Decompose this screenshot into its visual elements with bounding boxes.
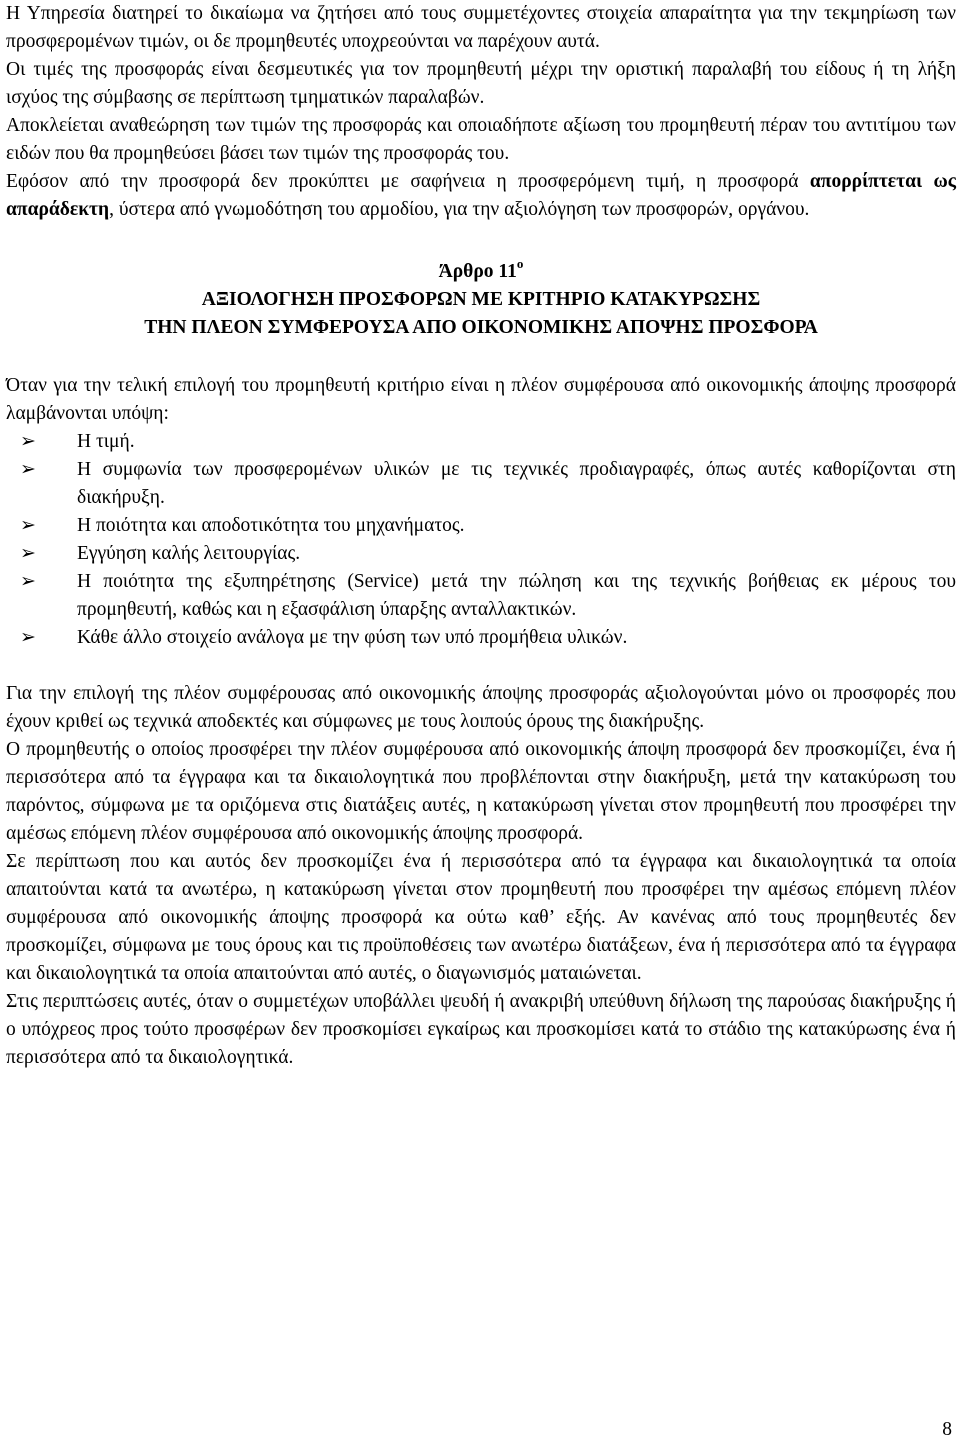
list-item: [6, 568, 956, 624]
list-item-text: Κάθε άλλο στοιχείο ανάλογα με την φύση των υπό προμήθεια υλικών.: [77, 627, 628, 648]
criteria-intro: Όταν για την τελική επιλογή του προμηθευτή κριτήριο είναι η πλέον συμφέρουσα από οικονομικής άποψης προσφορά λαμβάνονται υπόψη:: [6, 375, 956, 424]
article-number: [6, 258, 956, 286]
list-item-text: Εγγύηση καλής λειτουργίας.: [77, 543, 301, 564]
article-title-line-2: ΤΗΝ ΠΛΕΟΝ ΣΥΜΦΕΡΟΥΣΑ ΑΠΟ ΟΙΚΟΝΟΜΙΚΗΣ ΑΠΟΨΗΣ ΠΡΟΣΦΟΡΑ: [144, 317, 818, 338]
list-item-text: Η ποιότητα και αποδοτικότητα του μηχανήματος.: [77, 515, 465, 536]
arrow-bullet-icon: ➢: [20, 459, 36, 480]
arrow-bullet-icon: ➢: [20, 571, 36, 592]
paragraph-no-price-revision: Αποκλείεται αναθεώρηση των τιμών της προσφοράς και οποιαδήποτε αξίωση του προμηθευτή πέραν του αντιτίμου των ειδών που θα προμηθεύσει βάσει των τιμών της προσφοράς του.: [6, 115, 956, 164]
article-heading: [6, 258, 956, 342]
spacer: [6, 652, 956, 680]
article-title-line-1: ΑΞΙΟΛΟΓΗΣΗ ΠΡΟΣΦΟΡΩΝ ΜΕ ΚΡΙΤΗΡΙΟ ΚΑΤΑΚΥΡΩΣΗΣ: [201, 289, 761, 310]
list-item-text: Η συμφωνία των προσφερομένων υλικών με τις τεχνικές προδιαγραφές, όπως αυτές καθορίζονται στη διακήρυξη.: [77, 459, 956, 508]
rejection-bold-text: απορρίπτεται ως απαράδεκτη: [6, 171, 956, 220]
paragraph-binding-prices: Οι τιμές της προσφοράς είναι δεσμευτικές για τον προμηθευτή μέχρι την οριστική παραλαβή του είδους ή τη λήξη ισχύος της σύμβασης σε περίπτωση τμηματικών παραλαβών.: [6, 59, 956, 108]
list-item: [6, 540, 956, 568]
paragraph-next-bidder: Σε περίπτωση που και αυτός δεν προσκομίζει ένα ή περισσότερα από τα έγγραφα και δικαιολογητικά τα οποία απαιτούνται κατά τα ανωτέρω, η κατακύρωση γίνεται στον προμηθευτή που προσφέρει την αμέσως επόμενη πλέον συμφέρουσα από οικονομικής άποψης προσφορά κα ούτω καθ’ εξής. Αν κανένας από τους προμηθευτές δεν προσκομίζει, σύμφωνα με τους όρους και τις προϋποθέσεις των ανωτέρω διατάξεων, ένα ή περισσότερα από τα έγγραφα και δικαιολογητικά τα οποία απαιτούνται από αυτές, ο διαγωνισμός ματαιώνεται.: [6, 851, 956, 984]
rejection-text-after: , ύστερα από γνωμοδότηση του αρμοδίου, για την αξιολόγηση των προσφορών, οργάνου.: [109, 199, 810, 220]
list-item: [6, 456, 956, 512]
article-number-superscript: ο: [516, 256, 524, 271]
arrow-bullet-icon: ➢: [20, 543, 36, 564]
paragraph-false-declaration: Στις περιπτώσεις αυτές, όταν ο συμμετέχων υποβάλλει ψευδή ή ανακριβή υπεύθυνη δήλωση της παρούσας διακήρυξης ή ο υπόχρεος προς τούτο προσφέρων δεν προσκομίσει εγκαίρως και προσκομίσει κατά το στάδιο της κατακύρωσης ένα ή περισσότερα από τα δικαιολογητικά.: [6, 991, 956, 1068]
arrow-bullet-icon: ➢: [20, 431, 36, 452]
paragraph-rejection: [6, 168, 956, 224]
document-page: [6, 0, 956, 1072]
list-item-text: Η τιμή.: [77, 431, 135, 452]
criteria-list: [6, 428, 956, 652]
article-number-text: Άρθρο 11: [438, 261, 517, 282]
paragraph-price-documentation: Η Υπηρεσία διατηρεί το δικαίωμα να ζητήσει από τους συμμετέχοντες στοιχεία απαραίτητα για την τεκμηρίωση των προσφερομένων τιμών, οι δε προμηθευτές υποχρεούνται να παρέχουν αυτά.: [6, 3, 956, 52]
list-item: [6, 512, 956, 540]
list-item: [6, 428, 956, 456]
arrow-bullet-icon: ➢: [20, 627, 36, 648]
rejection-text-before: Εφόσον από την προσφορά δεν προκύπτει με σαφήνεια η προσφερόμενη τιμή, η προσφορά: [6, 171, 810, 192]
paragraph-missing-documents: Ο προμηθευτής ο οποίος προσφέρει την πλέον συμφέρουσα από οικονομικής άποψη προσφορά δεν προσκομίζει, ένα ή περισσότερα από τα έγγραφα και τα δικαιολογητικά που προβλέπονται στην διακήρυξη, μετά την κατακύρωση του παρόντος, σύμφωνα με τα οριζόμενα στις διατάξεις αυτές, η κατακύρωση γίνεται στον προμηθευτή που προσφέρει την αμέσως επόμενη πλέον συμφέρουσα από οικονομικής άποψης προσφορά.: [6, 739, 956, 844]
list-item: [6, 624, 956, 652]
page-number: 8: [942, 1419, 952, 1440]
paragraph-evaluation-scope: Για την επιλογή της πλέον συμφέρουσας από οικονομικής άποψης προσφοράς αξιολογούνται μόνο οι προσφορές που έχουν κριθεί ως τεχνικά αποδεκτές και σύμφωνες με τους λοιπούς όρους της διακήρυξης.: [6, 683, 956, 732]
arrow-bullet-icon: ➢: [20, 515, 36, 536]
list-item-text: Η ποιότητα της εξυπηρέτησης (Service) μετά την πώληση και της τεχνικής βοήθειας εκ μέρους του προμηθευτή, καθώς και η εξασφάλιση ύπαρξης ανταλλακτικών.: [77, 571, 956, 620]
